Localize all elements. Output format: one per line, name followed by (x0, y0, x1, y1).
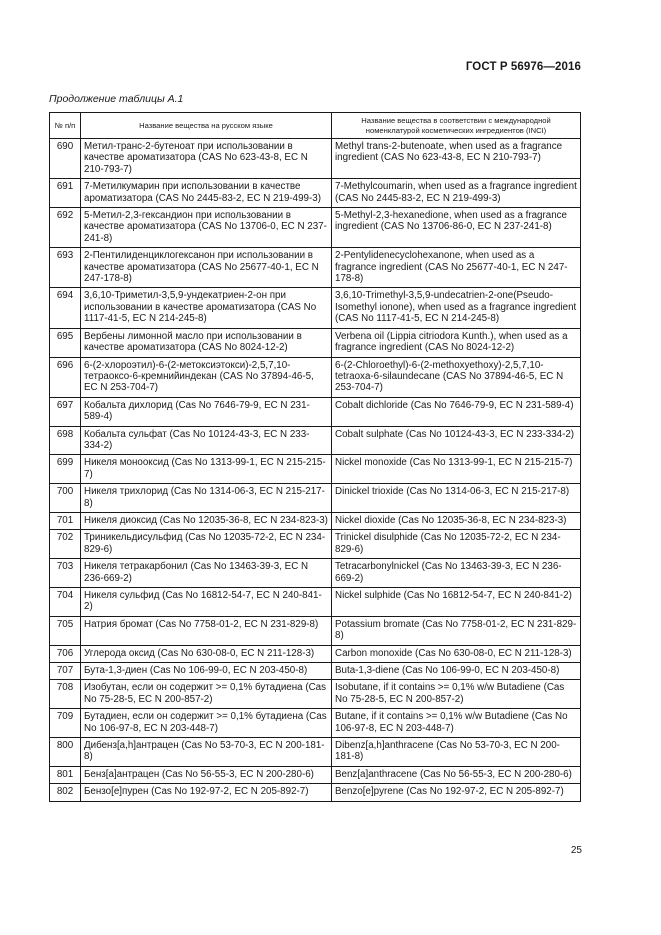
document-header: ГОСТ Р 56976—2016 (465, 61, 581, 73)
russian-name-cell: Никеля тетракарбонил (Cas No 13463-39-3, EC N 236-669-2) (81, 559, 332, 588)
inci-name-cell: Nickel dioxide (Cas No 12035-36-8, EC N 234-823-3) (332, 512, 581, 529)
row-number: 697 (50, 397, 81, 426)
inci-name-cell: 6-(2-Chloroethyl)-6-(2-methoxyethoxy)-2,5,7,10-tetraoxa-6-silaundecane (CAS No 37894-46-5, EC N 253-704-7) (332, 357, 581, 397)
row-number: 707 (50, 663, 81, 680)
russian-name-cell: 2-Пентилиденциклогексанон при использовании в качестве ароматизатора (CAS No 25677-40-1, EC N 247-178-8) (81, 248, 332, 288)
russian-name-cell: 3,6,10-Триметил-3,5,9-ундекатриен-2-он при использовании в качестве ароматизатора (CAS No 1117-41-5, EC N 214-245-8) (81, 288, 332, 328)
table-row (50, 328, 581, 357)
table-row (50, 663, 581, 680)
inci-name-cell: Methyl trans-2-butenoate, when used as a fragrance ingredient (CAS No 623-43-8, EC N 210-793-7) (332, 139, 581, 179)
table-row (50, 766, 581, 783)
column-header-number: № п/п (50, 113, 81, 139)
column-header-inci-name: Название вещества в соответствии с международной номенклатурой косметических ингредиентов (INCI) (332, 113, 581, 139)
russian-name-cell: Изобутан, если он содержит >= 0,1% бутадиена (Cas No 75-28-5, EC N 200-857-2) (81, 680, 332, 709)
inci-name-cell: Butane, if it contains >= 0,1% w/w Butadiene (Cas No 106-97-8, EC N 203-448-7) (332, 709, 581, 738)
table-row (50, 616, 581, 645)
table-row (50, 738, 581, 767)
row-number: 706 (50, 645, 81, 662)
column-header-russian-name: Название вещества на русском языке (81, 113, 332, 139)
row-number: 696 (50, 357, 81, 397)
row-number: 702 (50, 530, 81, 559)
inci-name-cell: Tetracarbonylnickel (Cas No 13463-39-3, EC N 236-669-2) (332, 559, 581, 588)
russian-name-cell: Никеля сульфид (Cas No 16812-54-7, EC N 240-841-2) (81, 588, 332, 617)
page-number: 25 (570, 845, 582, 856)
russian-name-cell: Метил-транс-2-бутеноат при использовании в качестве ароматизатора (CAS No 623-43-8, EC N 210-793-7) (81, 139, 332, 179)
table-row (50, 512, 581, 529)
row-number: 692 (50, 208, 81, 248)
table-row (50, 179, 581, 208)
inci-name-cell: Dinickel trioxide (Cas No 1314-06-3, EC N 215-217-8) (332, 484, 581, 513)
inci-name-cell: Cobalt dichloride (Cas No 7646-79-9, EC N 231-589-4) (332, 397, 581, 426)
table-row (50, 645, 581, 662)
substances-table (49, 112, 581, 802)
inci-name-cell: Nickel monoxide (Cas No 1313-99-1, EC N 215-215-7) (332, 455, 581, 484)
russian-name-cell: Вербены лимонной масло при использовании в качестве ароматизатора (CAS No 8024-12-2) (81, 328, 332, 357)
row-number: 691 (50, 179, 81, 208)
row-number: 703 (50, 559, 81, 588)
russian-name-cell: Никеля монооксид (Cas No 1313-99-1, EC N 215-215-7) (81, 455, 332, 484)
table-row (50, 709, 581, 738)
row-number: 801 (50, 766, 81, 783)
row-number: 800 (50, 738, 81, 767)
row-number: 699 (50, 455, 81, 484)
table-row (50, 397, 581, 426)
russian-name-cell: 5-Метил-2,3-гександион при использовании в качестве ароматизатора (CAS No 13706-0, EC N 237-241-8) (81, 208, 332, 248)
russian-name-cell: Триникельдисульфид (Cas No 12035-72-2, EC N 234-829-6) (81, 530, 332, 559)
inci-name-cell: 7-Methylcoumarin, when used as a fragrance ingredient (CAS No 2445-83-2, EC N 219-499-3) (332, 179, 581, 208)
row-number: 704 (50, 588, 81, 617)
row-number: 709 (50, 709, 81, 738)
table-row (50, 357, 581, 397)
row-number: 698 (50, 426, 81, 455)
inci-name-cell: 3,6,10-Trimethyl-3,5,9-undecatrien-2-one(Pseudo-Isomethyl ionone), when used as a fragrance ingredient (CAS No 1117-41-5, EC N 214-245-8) (332, 288, 581, 328)
russian-name-cell: Кобальта сульфат (Cas No 10124-43-3, EC N 233-334-2) (81, 426, 332, 455)
row-number: 690 (50, 139, 81, 179)
inci-name-cell: Verbena oil (Lippia citriodora Kunth.), when used as a fragrance ingredient (CAS No 8024-12-2) (332, 328, 581, 357)
table-row (50, 248, 581, 288)
table-row (50, 484, 581, 513)
row-number: 694 (50, 288, 81, 328)
inci-name-cell: Trinickel disulphide (Cas No 12035-72-2, EC N 234-829-6) (332, 530, 581, 559)
inci-name-cell: 5-Methyl-2,3-hexanedione, when used as a fragrance ingredient (CAS No 13706-86-0, EC N 237-241-8) (332, 208, 581, 248)
inci-name-cell: Buta-1,3-diene (Cas No 106-99-0, EC N 203-450-8) (332, 663, 581, 680)
row-number: 693 (50, 248, 81, 288)
russian-name-cell: Бутадиен, если он содержит >= 0,1% бутадиена (Cas No 106-97-8, EC N 203-448-7) (81, 709, 332, 738)
table-row (50, 680, 581, 709)
table-row (50, 139, 581, 179)
table-row (50, 530, 581, 559)
table-header-row (50, 113, 581, 139)
row-number: 708 (50, 680, 81, 709)
inci-name-cell: Carbon monoxide (Cas No 630-08-0, EC N 211-128-3) (332, 645, 581, 662)
inci-name-cell: 2-Pentylidenecyclohexanone, when used as a fragrance ingredient (CAS No 25677-40-1, EC N 247-178-8) (332, 248, 581, 288)
row-number: 695 (50, 328, 81, 357)
table-row (50, 588, 581, 617)
russian-name-cell: 6-(2-хлороэтил)-6-(2-метоксиэтокси)-2,5,7,10-тетраоксо-6-кремнийиндекан (CAS No 37894-46-5, EC N 253-704-7) (81, 357, 332, 397)
row-number: 700 (50, 484, 81, 513)
inci-name-cell: Benz[a]anthracene (Cas No 56-55-3, EC N 200-280-6) (332, 766, 581, 783)
table-caption: Продолжение таблицы А.1 (49, 93, 184, 105)
russian-name-cell: Дибенз[a,h]антрацен (Cas No 53-70-3, EC N 200-181-8) (81, 738, 332, 767)
table-row (50, 559, 581, 588)
table-row (50, 288, 581, 328)
russian-name-cell: Углерода оксид (Cas No 630-08-0, EC N 211-128-3) (81, 645, 332, 662)
inci-name-cell: Nickel sulphide (Cas No 16812-54-7, EC N 240-841-2) (332, 588, 581, 617)
russian-name-cell: Натрия бромат (Cas No 7758-01-2, EC N 231-829-8) (81, 616, 332, 645)
russian-name-cell: Бензо[e]пурен (Cas No 192-97-2, EC N 205-892-7) (81, 784, 332, 801)
russian-name-cell: 7-Метилкумарин при использовании в качестве ароматизатора (CAS No 2445-83-2, EC N 219-499-3) (81, 179, 332, 208)
inci-name-cell: Dibenz[a,h]anthracene (Cas No 53-70-3, EC N 200-181-8) (332, 738, 581, 767)
table-row (50, 784, 581, 801)
inci-name-cell: Potassium bromate (Cas No 7758-01-2, EC N 231-829-8) (332, 616, 581, 645)
russian-name-cell: Бута-1,3-диен (Cas No 106-99-0, EC N 203-450-8) (81, 663, 332, 680)
table-body (50, 139, 581, 802)
inci-name-cell: Benzo[e]pyrene (Cas No 192-97-2, EC N 205-892-7) (332, 784, 581, 801)
table-row (50, 426, 581, 455)
inci-name-cell: Isobutane, if it contains >= 0,1% w/w Butadiene (Cas No 75-28-5, EC N 200-857-2) (332, 680, 581, 709)
table-row (50, 208, 581, 248)
row-number: 705 (50, 616, 81, 645)
russian-name-cell: Никеля диоксид (Cas No 12035-36-8, EC N 234-823-3) (81, 512, 332, 529)
russian-name-cell: Никеля трихлорид (Cas No 1314-06-3, EC N 215-217-8) (81, 484, 332, 513)
russian-name-cell: Бенз[a]антрацен (Cas No 56-55-3, EC N 200-280-6) (81, 766, 332, 783)
row-number: 802 (50, 784, 81, 801)
table-row (50, 455, 581, 484)
russian-name-cell: Кобальта дихлорид (Cas No 7646-79-9, EC N 231-589-4) (81, 397, 332, 426)
inci-name-cell: Cobalt sulphate (Cas No 10124-43-3, EC N 233-334-2) (332, 426, 581, 455)
row-number: 701 (50, 512, 81, 529)
